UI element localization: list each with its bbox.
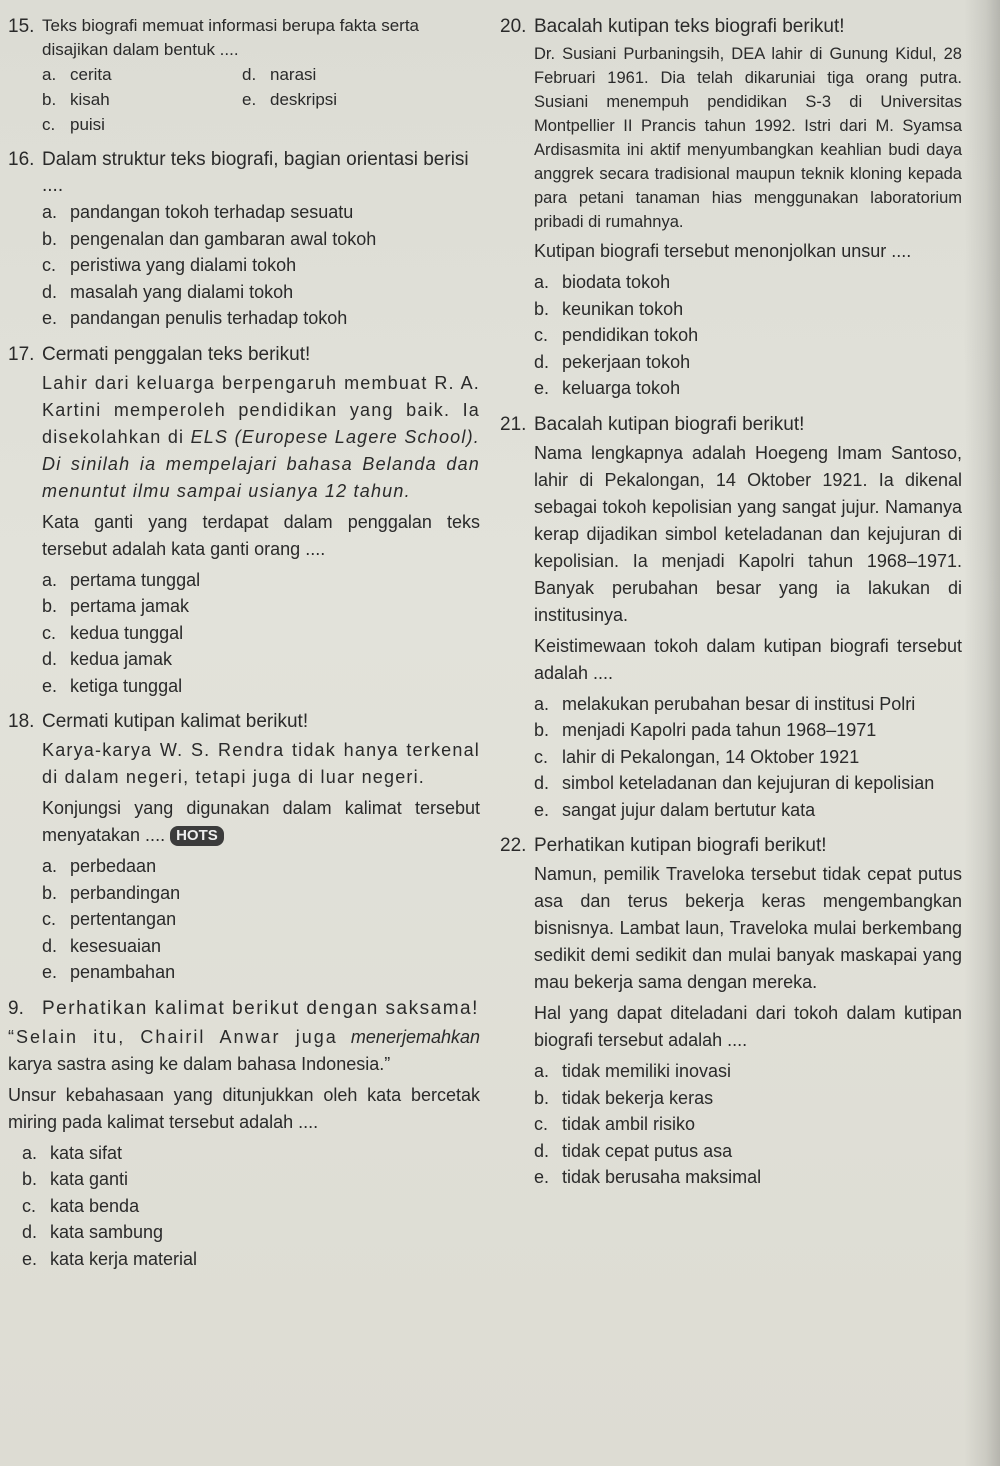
option-b[interactable]: b. keunikan tokoh [534, 298, 684, 319]
option-a[interactable]: a. perbedaan [42, 856, 157, 876]
option-a[interactable]: a. biodata tokoh [534, 272, 671, 292]
passage: Namun, pemilik Traveloka tersebut tidak cepat putus asa dan terus bekerja keras mengembangkan bisnisnya. Lambat laun, Traveloka mulai berkembang sedikit demi sedikit dan mulai banyak maskapai yang mau bekerja sama dengan mereka. [534, 864, 962, 992]
question-stem: Cermati kutipan kalimat berikut! [42, 711, 309, 732]
option-c[interactable]: c. kata benda [22, 1195, 140, 1216]
question-prompt: Hal yang dapat diteladani dari tokoh dalam kutipan biografi tersebut adalah .... [534, 1003, 962, 1050]
option-b[interactable]: b. perbandingan [42, 882, 181, 903]
option-e[interactable]: e. tidak berusaha maksimal [534, 1167, 762, 1187]
question-prompt: Unsur kebahasaan yang ditunjukkan oleh kata bercetak miring pada kalimat tersebut adalah .... [8, 1084, 480, 1132]
answer-options [534, 269, 962, 402]
question-stem: Cermati penggalan teks berikut! [42, 343, 311, 365]
question-prompt: Keistimewaan tokoh dalam kutipan biografi tersebut adalah .... [534, 635, 962, 683]
option-e[interactable]: e. deskripsi [242, 90, 338, 109]
question-stem: Bacalah kutipan teks biografi berikut! [534, 16, 845, 37]
question-19 [8, 996, 480, 1273]
option-e[interactable]: e. pandangan penulis terhadap tokoh [42, 308, 348, 328]
option-d[interactable]: d. pekerjaan tokoh [534, 351, 691, 372]
answer-options [42, 853, 480, 986]
question-prompt: Kutipan biografi tersebut menonjolkan unsur .... [534, 241, 912, 261]
option-c[interactable]: c. tidak ambil risiko [534, 1114, 696, 1134]
right-column [500, 14, 962, 1201]
answer-options [534, 691, 962, 824]
question-22 [500, 833, 962, 1191]
question-16 [8, 147, 480, 332]
question-stem: Dalam struktur teks biografi, bagian orientasi berisi .... [42, 149, 469, 196]
question-number: 20. [500, 16, 527, 37]
option-c[interactable]: c. pertentangan [42, 909, 177, 929]
question-number: 21. [500, 413, 527, 435]
option-d[interactable]: d. kata sambung [22, 1222, 164, 1242]
question-stem: Teks biografi memuat informasi berupa fakta serta disajikan dalam bentuk .... [42, 16, 420, 59]
option-d[interactable]: d. narasi [242, 65, 317, 84]
answer-options [42, 62, 480, 137]
answer-options [22, 1140, 480, 1273]
option-a[interactable]: a. pertama tunggal [42, 569, 201, 590]
passage: Nama lengkapnya adalah Hoegeng Imam Santoso, lahir di Pekalongan, 14 Oktober 1921. Ia dikenal sebagai tokoh kepolisian yang sangat jujur. Namanya kerap dijadikan simbol keteladanan dan kejujuran di kepolisian. Ia menjadi Kapolri tahun 1968–1971. Banyak perubahan besar yang ia lakukan di institusinya. [534, 442, 962, 625]
question-20 [500, 14, 962, 402]
question-prompt: Kata ganti yang terdapat dalam penggalan teks tersebut adalah kata ganti orang .... [42, 511, 480, 559]
question-15 [8, 14, 480, 137]
passage: Dr. Susiani Purbaningsih, DEA lahir di Gunung Kidul, 28 Februari 1961. Dia telah dikaruniai tiga orang putra. Susiani menempuh pendidikan S-3 di Universitas Montpellier II Prancis tahun 1992. Istri dari M. Syamsa Ardisasmita ini aktif menyumbangkan keahlian budi daya anggrek secara tradisional maupun teknik kloning kepada para petani tanaman hias menggunakan laboratorium pribadi di rumahnya. [534, 45, 962, 231]
question-stem: Bacalah kutipan biografi berikut! [534, 413, 805, 435]
option-b[interactable]: b. pengenalan dan gambaran awal tokoh [42, 228, 377, 249]
question-number: 15. [8, 16, 35, 37]
option-c[interactable]: c. puisi [42, 115, 105, 134]
option-e[interactable]: e. kata kerja material [22, 1248, 198, 1269]
option-d[interactable]: d. kedua jamak [42, 649, 173, 669]
hots-badge: HOTS [170, 826, 224, 846]
question-number: 17. [8, 343, 35, 365]
question-number: 9. [8, 997, 24, 1019]
option-a[interactable]: a. tidak memiliki inovasi [534, 1061, 732, 1081]
option-d[interactable]: d. tidak cepat putus asa [534, 1140, 733, 1161]
answer-options [42, 199, 480, 332]
question-number: 18. [8, 711, 35, 732]
answer-options [534, 1058, 962, 1191]
option-b[interactable]: b. pertama jamak [42, 596, 190, 616]
option-d[interactable]: d. masalah yang dialami tokoh [42, 281, 294, 302]
question-17 [8, 342, 480, 700]
question-21 [500, 412, 962, 824]
question-prompt: Konjungsi yang digunakan dalam kalimat tersebut menyatakan .... HOTS [42, 798, 480, 845]
option-b[interactable]: b. tidak bekerja keras [534, 1087, 714, 1108]
question-number: 22. [500, 835, 527, 856]
question-number: 16. [8, 149, 35, 170]
passage: Lahir dari keluarga berpengaruh membuat R. A. Kartini memperoleh pendidikan yang baik. Ia disekolahkan di ELS (Europese Lagere School). Di sinilah ia mempelajari bahasa Belanda dan menuntut ilmu sampai usianya 12 tahun. [42, 372, 480, 501]
option-a[interactable]: a. cerita [42, 65, 112, 84]
page-spine-shadow [964, 0, 1000, 1466]
option-c[interactable]: c. kedua tunggal [42, 622, 184, 643]
answer-options [42, 567, 480, 700]
option-e[interactable]: e. ketiga tunggal [42, 675, 183, 696]
option-d[interactable]: d. kesesuaian [42, 935, 162, 956]
option-e[interactable]: e. sangat jujur dalam bertutur kata [534, 799, 816, 820]
option-c[interactable]: c. lahir di Pekalongan, 14 Oktober 1921 [534, 746, 860, 767]
option-a[interactable]: a. melakukan perubahan besar di institusi Polri [534, 693, 916, 714]
quoted-sentence: “Selain itu, Chairil Anwar juga menerjemahkan karya sastra asing ke dalam bahasa Indonesia.” [8, 1026, 480, 1074]
option-a[interactable]: a. pandangan tokoh terhadap sesuatu [42, 202, 354, 222]
question-18 [8, 709, 480, 986]
question-stem: Perhatikan kutipan biografi berikut! [534, 835, 827, 856]
option-e[interactable]: e. keluarga tokoh [534, 378, 681, 398]
option-c[interactable]: c. peristiwa yang dialami tokoh [42, 255, 297, 275]
option-b[interactable]: b. kisah [42, 90, 110, 109]
question-stem: Perhatikan kalimat berikut dengan saksama! [42, 997, 479, 1019]
option-b[interactable]: b. kata ganti [22, 1169, 129, 1189]
option-d[interactable]: d. simbol keteladanan dan kejujuran di kepolisian [534, 773, 935, 793]
left-column [8, 14, 480, 1282]
passage: Karya-karya W. S. Rendra tidak hanya terkenal di dalam negeri, tetapi juga di luar negeri. [42, 740, 480, 787]
option-a[interactable]: a. kata sifat [22, 1142, 123, 1163]
option-c[interactable]: c. pendidikan tokoh [534, 325, 699, 345]
option-b[interactable]: b. menjadi Kapolri pada tahun 1968–1971 [534, 720, 877, 740]
option-e[interactable]: e. penambahan [42, 962, 176, 982]
